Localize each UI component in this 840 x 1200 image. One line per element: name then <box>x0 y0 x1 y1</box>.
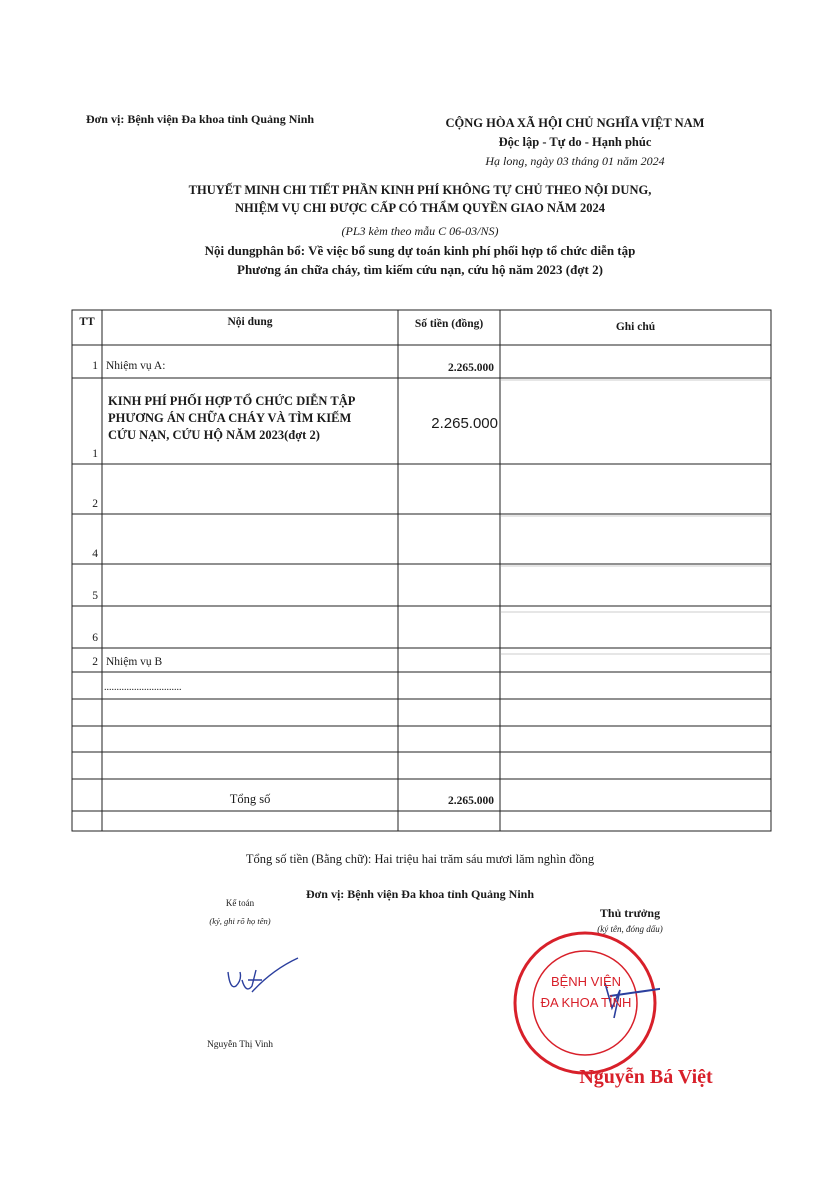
accountant-name: Nguyễn Thị Vinh <box>206 1040 274 1050</box>
row-content-line: PHƯƠNG ÁN CHỮA CHÁY VÀ TÌM KIẾM <box>108 411 352 425</box>
row-amount: 2.265.000 <box>431 415 498 432</box>
row-tt: 4 <box>92 548 98 560</box>
stamp-text-line2: ĐA KHOA TỈNH <box>540 995 632 1010</box>
accountant-note: (ký, ghi rõ họ tên) <box>209 916 271 926</box>
place-date: Hạ long, ngày 03 tháng 01 năm 2024 <box>485 154 665 168</box>
director-note: (ký tên, đóng dấu) <box>597 924 663 934</box>
row-content: Nhiệm vụ B <box>106 656 163 668</box>
row-content: Nhiệm vụ A: <box>106 360 166 372</box>
document-title-line1: THUYẾT MINH CHI TIẾT PHẦN KINH PHÍ KHÔNG TỰ CHỦ THEO NỘI DUNG, <box>188 183 652 197</box>
row-tt: 1 <box>92 448 98 460</box>
total-in-words: Tổng số tiền (Bằng chữ): Hai triệu hai trăm sáu mươi lăm nghìn đồng <box>245 852 595 866</box>
row-tt: 6 <box>92 632 98 644</box>
column-header-note: Ghi chú <box>615 321 656 333</box>
nation-title: CỘNG HÒA XÃ HỘI CHỦ NGHĨA VIỆT NAM <box>445 116 705 130</box>
allocation-content-line1: Nội dungphân bổ: Về việc bổ sung dự toán kinh phí phối hợp tổ chức diễn tập <box>204 243 636 258</box>
column-header-amount: Số tiền (đồng) <box>414 318 484 330</box>
row-tt: 2 <box>92 498 98 510</box>
unit-name-footer: Đơn vị: Bệnh viện Đa khoa tỉnh Quảng Ninh <box>305 887 535 901</box>
accountant-signature <box>222 950 302 1002</box>
unit-name-header: Đơn vị: Bệnh viện Đa khoa tỉnh Quảng Ninh <box>86 112 315 126</box>
national-motto: Độc lập - Tự do - Hạnh phúc <box>498 135 652 149</box>
row-content-line: KINH PHÍ PHỐI HỢP TỔ CHỨC DIỄN TẬP <box>108 394 356 408</box>
column-header-content: Nội dung <box>227 316 273 328</box>
director-name: Nguyễn Bá Việt <box>579 1066 713 1088</box>
accountant-title: Kế toán <box>225 898 255 908</box>
column-header-tt: TT <box>79 316 95 328</box>
director-title: Thủ trưởng <box>599 906 661 920</box>
row-tt: 5 <box>92 590 98 602</box>
row-placeholder: ............................... <box>104 682 182 693</box>
row-content-line: CỨU NẠN, CỨU HỘ NĂM 2023(đợt 2) <box>108 428 320 442</box>
stamp-text-line1: BỆNH VIỆN <box>550 974 622 989</box>
row-tt: 2 <box>92 656 98 668</box>
allocation-content-line2: Phương án chữa cháy, tìm kiếm cứu nạn, cứu hộ năm 2023 (đợt 2) <box>237 262 603 277</box>
row-tt: 1 <box>92 360 98 372</box>
total-label: Tổng số <box>229 792 271 806</box>
total-amount: 2.265.000 <box>448 795 494 807</box>
document-subtitle: (PL3 kèm theo mẫu C 06-03/NS) <box>341 224 499 238</box>
document-title-line2: NHIỆM VỤ CHI ĐƯỢC CẤP CÓ THẨM QUYỀN GIAO NĂM 2024 <box>235 201 605 215</box>
row-amount: 2.265.000 <box>448 362 494 374</box>
